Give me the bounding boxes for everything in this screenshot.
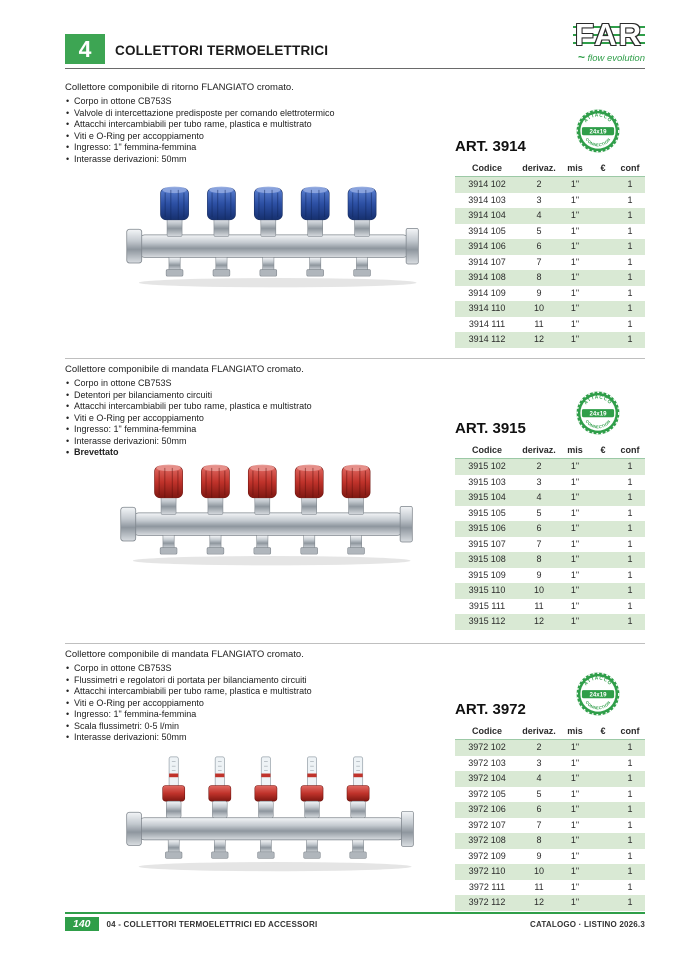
cell-mis: 1" (570, 179, 580, 189)
cell-conf: 1 (627, 194, 633, 205)
cell-conf: 1 (627, 538, 633, 549)
cell-derivaz: 9 (536, 569, 542, 580)
cell-codice: 3972 109 (468, 850, 506, 861)
cell-conf: 1 (627, 241, 633, 251)
connection-badge-icon (575, 390, 621, 436)
table-row (455, 286, 645, 302)
col-header-mis: mis (559, 723, 591, 740)
cell-euro (591, 208, 615, 224)
cell-codice: 3914 105 (468, 225, 506, 236)
far-logo-tagline (549, 50, 645, 64)
product-photo-3915 (117, 450, 417, 572)
col-header-conf: conf (615, 723, 645, 740)
cell-conf: 1 (627, 461, 633, 471)
swoosh-icon: ~ (577, 50, 585, 64)
page-number: 140 (65, 917, 99, 931)
cell-conf: 1 (627, 476, 633, 487)
cell-codice: 3972 108 (468, 835, 506, 845)
table-row (455, 568, 645, 584)
table-row (455, 459, 645, 475)
cell-mis: 1" (570, 476, 580, 487)
product-section-3914 (65, 80, 645, 358)
product-description: Collettore componibile di mandata FLANGIATO cromato. (65, 649, 304, 660)
cell-conf: 1 (627, 318, 633, 329)
col-header-mis: mis (559, 160, 591, 177)
connection-badge-icon (575, 108, 621, 154)
table-row (455, 756, 645, 772)
bullet-item: • Interasse derivazioni: 50mm (65, 436, 440, 448)
cell-derivaz: 2 (536, 742, 542, 752)
cell-derivaz: 6 (536, 241, 542, 251)
cell-conf: 1 (627, 179, 633, 189)
cell-codice: 3914 102 (468, 179, 506, 189)
cell-euro (591, 802, 615, 818)
cell-conf: 1 (627, 585, 633, 595)
bullet-item: • Ingresso: 1" femmina-femmina (65, 142, 440, 154)
cell-euro (591, 317, 615, 333)
cell-mis: 1" (570, 850, 580, 861)
cell-euro (591, 301, 615, 317)
col-header-conf: conf (615, 442, 645, 459)
cell-derivaz: 6 (536, 804, 542, 814)
page-header (65, 17, 645, 69)
price-table-3915 (455, 442, 645, 630)
cell-mis: 1" (570, 881, 580, 892)
cell-conf: 1 (627, 334, 633, 344)
cell-derivaz: 7 (536, 538, 542, 549)
product-description: Collettore componibile di mandata FLANGIATO cromato. (65, 364, 304, 375)
cell-mis: 1" (570, 897, 580, 907)
badge-top-text: ATTACCO (583, 113, 613, 124)
cell-codice: 3972 103 (468, 757, 506, 768)
table-row (455, 224, 645, 240)
product-bullets (65, 663, 440, 744)
cell-derivaz: 10 (533, 585, 544, 595)
cell-euro (591, 459, 615, 475)
bullet-item: • Interasse derivazioni: 50mm (65, 154, 440, 166)
cell-codice: 3915 104 (468, 492, 506, 502)
col-header-euro: € (591, 442, 615, 459)
product-description: Collettore componibile di ritorno FLANGIATO cromato. (65, 82, 294, 93)
table-row (455, 599, 645, 615)
bullet-item: • Corpo in ottone CB753S (65, 378, 440, 390)
col-header-conf: conf (615, 160, 645, 177)
cell-conf: 1 (627, 303, 633, 313)
table-row (455, 818, 645, 834)
table-row (455, 740, 645, 756)
cell-euro (591, 475, 615, 491)
cell-codice: 3914 106 (468, 241, 506, 251)
cell-conf: 1 (627, 804, 633, 814)
cell-derivaz: 9 (536, 850, 542, 861)
cell-codice: 3915 105 (468, 507, 506, 518)
table-row (455, 864, 645, 880)
cell-conf: 1 (627, 616, 633, 626)
cell-mis: 1" (570, 866, 580, 876)
bullet-item: • Corpo in ottone CB753S (65, 96, 440, 108)
cell-mis: 1" (570, 225, 580, 236)
cell-codice: 3972 106 (468, 804, 506, 814)
bullet-item: • Viti e O-Ring per accoppiamento (65, 698, 440, 710)
bullet-item: • Scala flussimetri: 0-5 l/min (65, 721, 440, 733)
badge-bottom-text: CONNECTION (584, 699, 612, 711)
cell-derivaz: 11 (534, 318, 544, 329)
table-row (455, 301, 645, 317)
bullet-item: • Brevettato (65, 447, 440, 459)
cell-codice: 3915 112 (468, 616, 506, 626)
table-header-row (455, 442, 645, 459)
cell-mis: 1" (570, 334, 580, 344)
cell-mis: 1" (570, 492, 580, 502)
cell-conf: 1 (627, 210, 633, 220)
cell-codice: 3915 106 (468, 523, 506, 533)
far-logo-wordmark: FAR (575, 17, 643, 52)
cell-codice: 3972 102 (468, 742, 506, 752)
cell-conf: 1 (627, 773, 633, 783)
badge-top-text: ATTACCO (583, 395, 613, 406)
bullet-item: • Interasse derivazioni: 50mm (65, 732, 440, 744)
cell-derivaz: 7 (536, 819, 542, 830)
cell-mis: 1" (570, 616, 580, 626)
cell-mis: 1" (570, 318, 580, 329)
table-row (455, 506, 645, 522)
cell-euro (591, 599, 615, 615)
badge-center-text: 24x19 (589, 691, 607, 699)
tagline-text: flow evolution (587, 53, 645, 64)
cell-euro (591, 833, 615, 849)
cell-euro (591, 818, 615, 834)
chapter-number-box: 4 (65, 34, 105, 64)
table-header-row (455, 723, 645, 740)
cell-conf: 1 (627, 492, 633, 502)
cell-conf: 1 (627, 272, 633, 282)
cell-derivaz: 9 (536, 287, 542, 298)
table-row (455, 787, 645, 803)
product-photo-3914 (123, 172, 423, 294)
cell-euro (591, 864, 615, 880)
cell-codice: 3914 103 (468, 194, 506, 205)
table-row (455, 332, 645, 348)
cell-codice: 3972 105 (468, 788, 506, 799)
bullet-item: • Corpo in ottone CB753S (65, 663, 440, 675)
col-header-derivaz: derivaz. (519, 442, 559, 459)
cell-euro (591, 756, 615, 772)
table-row (455, 208, 645, 224)
cell-mis: 1" (570, 804, 580, 814)
cell-codice: 3915 109 (468, 569, 506, 580)
footer-catalog-info: CATALOGO · LISTINO 2026.3 (530, 919, 645, 929)
cell-mis: 1" (570, 303, 580, 313)
cell-derivaz: 3 (536, 757, 542, 768)
cell-mis: 1" (570, 210, 580, 220)
cell-mis: 1" (570, 256, 580, 267)
cell-mis: 1" (570, 585, 580, 595)
cell-euro (591, 880, 615, 896)
cell-euro (591, 286, 615, 302)
table-row (455, 895, 645, 911)
col-header-derivaz: derivaz. (519, 723, 559, 740)
table-row (455, 490, 645, 506)
cell-conf: 1 (627, 757, 633, 768)
cell-mis: 1" (570, 569, 580, 580)
cell-codice: 3972 112 (468, 897, 506, 907)
table-row (455, 771, 645, 787)
table-row (455, 552, 645, 568)
table-row (455, 537, 645, 553)
product-table-column (455, 390, 647, 630)
cell-derivaz: 10 (533, 866, 544, 876)
cell-euro (591, 255, 615, 271)
table-row (455, 880, 645, 896)
cell-euro (591, 224, 615, 240)
product-bullets (65, 378, 440, 459)
product-bullets (65, 96, 440, 165)
section-divider (65, 643, 645, 644)
cell-codice: 3972 107 (468, 819, 506, 830)
cell-codice: 3914 111 (468, 318, 506, 329)
cell-derivaz: 12 (533, 334, 544, 344)
cell-mis: 1" (570, 742, 580, 752)
cell-conf: 1 (627, 866, 633, 876)
badge-bottom-text: CONNECTION (584, 136, 612, 148)
manifold-red-knobs-image (117, 450, 417, 572)
cell-euro (591, 849, 615, 865)
cell-mis: 1" (570, 554, 580, 564)
cell-mis: 1" (570, 241, 580, 251)
cell-codice: 3915 111 (468, 600, 506, 611)
cell-mis: 1" (570, 461, 580, 471)
cell-derivaz: 11 (534, 881, 544, 892)
cell-derivaz: 5 (536, 788, 542, 799)
cell-mis: 1" (570, 523, 580, 533)
table-row (455, 270, 645, 286)
cell-derivaz: 3 (536, 194, 542, 205)
cell-conf: 1 (627, 287, 633, 298)
cell-conf: 1 (627, 600, 633, 611)
cell-euro (591, 490, 615, 506)
cell-conf: 1 (627, 569, 633, 580)
col-header-euro: € (591, 723, 615, 740)
cell-derivaz: 7 (536, 256, 542, 267)
cell-derivaz: 12 (533, 616, 544, 626)
col-header-codice: Codice (455, 723, 519, 740)
cell-derivaz: 3 (536, 476, 542, 487)
cell-euro (591, 771, 615, 787)
cell-euro (591, 506, 615, 522)
bullet-item: • Valvole di intercettazione predisposte per comando elettrotermico (65, 108, 440, 120)
cell-conf: 1 (627, 835, 633, 845)
cell-euro (591, 895, 615, 911)
cell-euro (591, 332, 615, 348)
cell-euro (591, 583, 615, 599)
cell-codice: 3914 109 (468, 287, 506, 298)
cell-mis: 1" (570, 773, 580, 783)
connection-badge-icon (575, 671, 621, 717)
cell-mis: 1" (570, 194, 580, 205)
bullet-item: • Attacchi intercambiabili per tubo rame, plastica e multistrato (65, 119, 440, 131)
section-divider (65, 358, 645, 359)
table-row (455, 521, 645, 537)
cell-derivaz: 4 (536, 492, 542, 502)
cell-euro (591, 568, 615, 584)
cell-mis: 1" (570, 507, 580, 518)
cell-codice: 3914 104 (468, 210, 506, 220)
cell-codice: 3972 110 (468, 866, 506, 876)
col-header-derivaz: derivaz. (519, 160, 559, 177)
cell-codice: 3915 103 (468, 476, 506, 487)
table-row (455, 475, 645, 491)
cell-conf: 1 (627, 225, 633, 236)
cell-mis: 1" (570, 600, 580, 611)
manifold-blue-knobs-image (123, 172, 423, 294)
cell-mis: 1" (570, 835, 580, 845)
article-number: ART. 3915 (455, 420, 526, 437)
article-number: ART. 3972 (455, 701, 526, 718)
badge-center-text: 24x19 (589, 410, 607, 418)
cell-mis: 1" (570, 788, 580, 799)
cell-euro (591, 787, 615, 803)
badge-top-text: ATTACCO (583, 676, 613, 687)
cell-derivaz: 2 (536, 461, 542, 471)
cell-derivaz: 10 (533, 303, 544, 313)
cell-euro (591, 193, 615, 209)
product-section-3972 (65, 647, 645, 911)
cell-derivaz: 8 (536, 554, 542, 564)
manifold-flow-meters-image (123, 747, 418, 883)
bullet-item: • Ingresso: 1" femmina-femmina (65, 424, 440, 436)
cell-codice: 3972 111 (468, 881, 506, 892)
cell-derivaz: 2 (536, 179, 542, 189)
cell-codice: 3914 112 (468, 334, 506, 344)
cell-derivaz: 6 (536, 523, 542, 533)
badge-bottom-text: CONNECTION (584, 418, 612, 430)
cell-mis: 1" (570, 538, 580, 549)
bullet-item: • Detentori per bilanciamento circuiti (65, 390, 440, 402)
cell-conf: 1 (627, 742, 633, 752)
cell-mis: 1" (570, 819, 580, 830)
cell-conf: 1 (627, 850, 633, 861)
col-header-mis: mis (559, 442, 591, 459)
table-row (455, 849, 645, 865)
far-logo (549, 17, 645, 64)
cell-mis: 1" (570, 757, 580, 768)
cell-euro (591, 552, 615, 568)
product-table-column (455, 108, 647, 348)
table-row (455, 255, 645, 271)
cell-derivaz: 8 (536, 835, 542, 845)
bullet-item: • Viti e O-Ring per accoppiamento (65, 413, 440, 425)
cell-codice: 3914 108 (468, 272, 506, 282)
cell-conf: 1 (627, 819, 633, 830)
col-header-codice: Codice (455, 160, 519, 177)
cell-derivaz: 8 (536, 272, 542, 282)
cell-conf: 1 (627, 523, 633, 533)
cell-euro (591, 740, 615, 756)
table-row (455, 583, 645, 599)
cell-conf: 1 (627, 788, 633, 799)
table-row (455, 239, 645, 255)
cell-euro (591, 537, 615, 553)
footer-section-title: 04 - COLLETTORI TERMOELETTRICI ED ACCESSORI (106, 919, 318, 929)
cell-codice: 3915 110 (468, 585, 506, 595)
cell-conf: 1 (627, 897, 633, 907)
col-header-codice: Codice (455, 442, 519, 459)
cell-mis: 1" (570, 272, 580, 282)
cell-euro (591, 239, 615, 255)
bullet-item: • Viti e O-Ring per accoppiamento (65, 131, 440, 143)
cell-codice: 3914 107 (468, 256, 506, 267)
cell-codice: 3914 110 (468, 303, 506, 313)
price-table-3914 (455, 160, 645, 348)
table-row (455, 802, 645, 818)
cell-codice: 3972 104 (468, 773, 506, 783)
page-title: COLLETTORI TERMOELETTRICI (115, 43, 329, 58)
cell-derivaz: 4 (536, 773, 542, 783)
cell-euro (591, 614, 615, 630)
cell-derivaz: 5 (536, 225, 542, 236)
cell-euro (591, 270, 615, 286)
cell-mis: 1" (570, 287, 580, 298)
article-number: ART. 3914 (455, 138, 526, 155)
cell-conf: 1 (627, 881, 633, 892)
price-table-3972 (455, 723, 645, 911)
badge-center-text: 24x19 (589, 128, 607, 136)
product-section-3915 (65, 362, 645, 643)
table-row (455, 193, 645, 209)
col-header-euro: € (591, 160, 615, 177)
bullet-item: • Attacchi intercambiabili per tubo rame, plastica e multistrato (65, 401, 440, 413)
cell-euro (591, 177, 615, 193)
table-row (455, 614, 645, 630)
table-row (455, 317, 645, 333)
cell-codice: 3915 107 (468, 538, 506, 549)
cell-derivaz: 4 (536, 210, 542, 220)
table-header-row (455, 160, 645, 177)
product-table-column (455, 671, 647, 911)
cell-derivaz: 11 (534, 600, 544, 611)
cell-euro (591, 521, 615, 537)
cell-conf: 1 (627, 554, 633, 564)
table-row (455, 177, 645, 193)
cell-derivaz: 5 (536, 507, 542, 518)
bullet-item: • Ingresso: 1" femmina-femmina (65, 709, 440, 721)
bullet-item: • Attacchi intercambiabili per tubo rame, plastica e multistrato (65, 686, 440, 698)
bullet-item: • Flussimetri e regolatori di portata per bilanciamento circuiti (65, 675, 440, 687)
cell-codice: 3915 102 (468, 461, 506, 471)
cell-codice: 3915 108 (468, 554, 506, 564)
page-footer (65, 912, 645, 931)
cell-conf: 1 (627, 256, 633, 267)
cell-derivaz: 12 (533, 897, 544, 907)
product-photo-3972 (123, 747, 418, 883)
table-row (455, 833, 645, 849)
cell-conf: 1 (627, 507, 633, 518)
